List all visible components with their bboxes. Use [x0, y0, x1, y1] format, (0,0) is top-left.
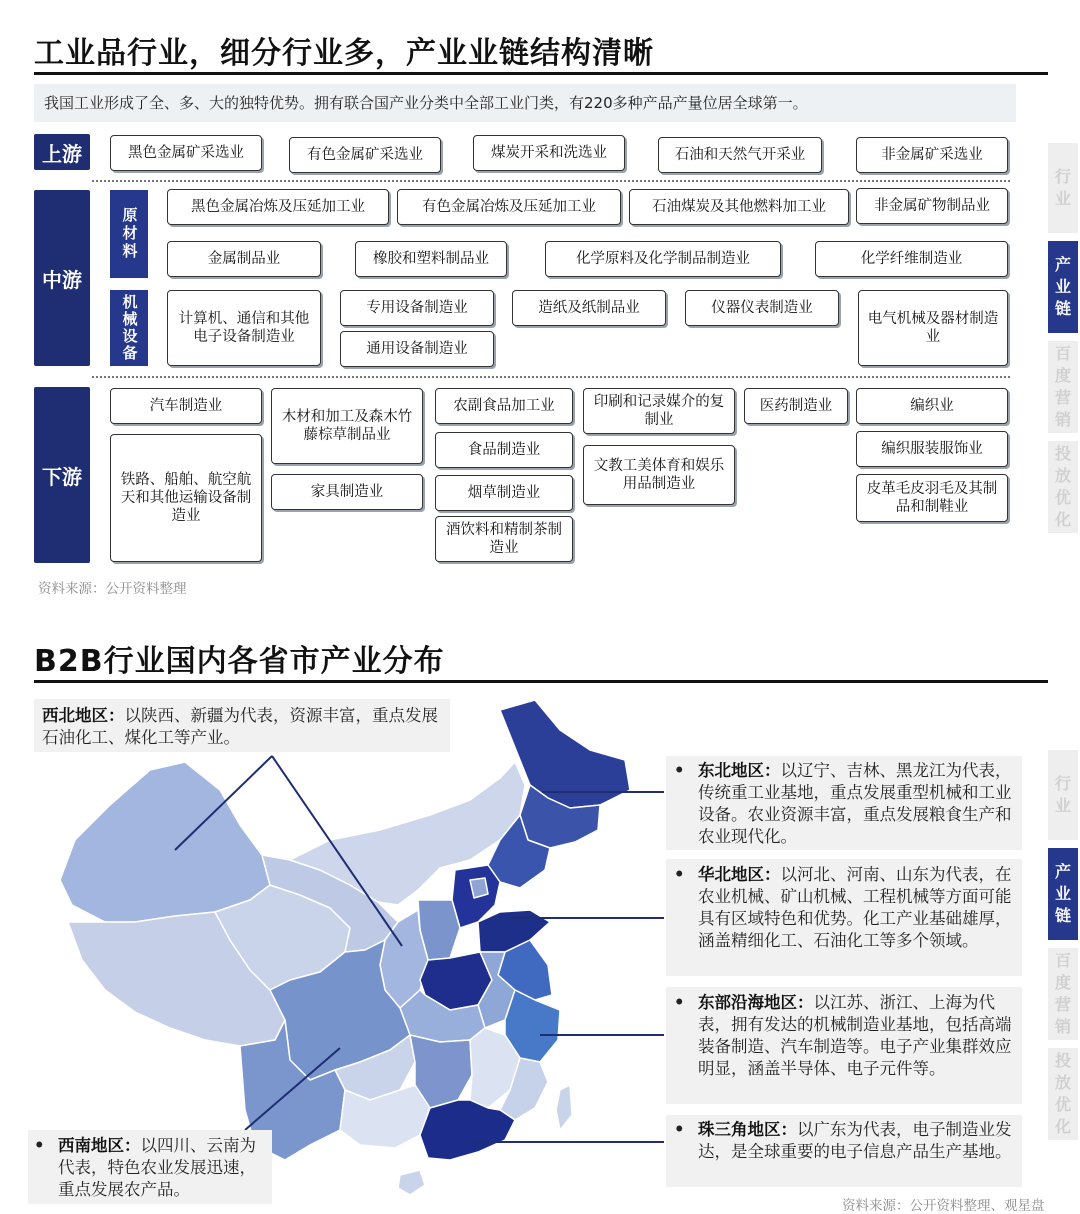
- industry-box: 医药制造业: [744, 388, 848, 424]
- bullet-icon: •: [34, 1136, 45, 1155]
- region-name: 西北地区：: [42, 706, 125, 725]
- region-name: 东部沿海地区：: [698, 993, 814, 1012]
- callout-north: [666, 859, 1022, 976]
- industry-box: 有色金属冶炼及压延加工业: [397, 189, 621, 225]
- map-region-beijing: [470, 878, 488, 898]
- region-text: 以陕西、新疆为代表，资源丰富，重点发展石油化工、煤化工等产业。: [42, 706, 438, 747]
- title-rule: [34, 680, 1048, 683]
- industry-box: 化学纤维制造业: [815, 241, 1008, 277]
- industry-box: 酒饮料和精制茶制造业: [435, 516, 573, 562]
- bullet-icon: •: [674, 993, 685, 1012]
- region-text: 以河北、河南、山东为代表，在农业机械、矿山机械、工程机械等方面可能具有区域特色和优势。化工产业基础雄厚，涵盖精细化工、石油化工等多个领域。: [698, 865, 1012, 950]
- divider: [92, 180, 1010, 182]
- industry-box: 木材和加工及森木竹藤棕草制品业: [271, 388, 423, 464]
- region-name: 东北地区：: [698, 761, 781, 780]
- region-text: 以辽宁、吉林、黑龙江为代表，传统重工业基地，重点发展重型机械和工业设备。农业资源丰富，重点发展粮食生产和农业现代化。: [698, 761, 1012, 846]
- industry-box: 有色金属矿采选业: [289, 137, 441, 173]
- map-region-hainan: [398, 1170, 425, 1195]
- industry-box: 仪器仪表制造业: [685, 290, 839, 326]
- industry-box: 专用设备制造业: [340, 290, 494, 326]
- industry-box: 黑色金属冶炼及压延加工业: [167, 189, 389, 225]
- industry-box: 汽车制造业: [110, 388, 262, 424]
- intro-text: 我国工业形成了全、多、大的独特优势。拥有联合国产业分类中全部工业门类，有220多种产品产量位居全球第一。: [34, 84, 1016, 122]
- industry-box: 食品制造业: [435, 432, 573, 468]
- region-name: 华北地区：: [698, 865, 781, 884]
- side-tab-baidu-marketing[interactable]: 百度营销: [1048, 341, 1078, 433]
- industry-box: 煤炭开采和洗选业: [473, 135, 625, 171]
- region-name: 珠三角地区：: [698, 1120, 797, 1139]
- industry-box: 橡胶和塑料制品业: [355, 241, 507, 277]
- region-text: 以四川、云南为代表，特色农业发展迅速，重点发展农产品。: [58, 1136, 256, 1199]
- industry-box: 黑色金属矿采选业: [110, 135, 262, 171]
- bullet-icon: •: [674, 865, 685, 884]
- stage-midstream: 中游: [34, 190, 90, 366]
- industry-box: 印刷和记录媒介的复制业: [583, 388, 735, 434]
- industry-box: 电气机械及器材制造业: [858, 290, 1008, 366]
- region-name: 西南地区：: [58, 1136, 141, 1155]
- stage-downstream: 下游: [34, 387, 90, 563]
- industry-box: 金属制品业: [167, 241, 321, 277]
- map-region-shandong: [478, 910, 550, 952]
- side-tab-industry[interactable]: 行业: [1048, 143, 1078, 233]
- industry-box: 通用设备制造业: [340, 331, 494, 367]
- callout-prd: [666, 1115, 1022, 1187]
- industry-box: 造纸及纸制品业: [512, 290, 666, 326]
- region-text: 以广东为代表，电子制造业发达，是全球重要的电子信息产品生产基地。: [698, 1120, 1012, 1161]
- section-title-industry: 工业品行业，细分行业多，产业业链结构清晰: [34, 36, 654, 71]
- map-region-xinjiang: [60, 762, 270, 922]
- map-region-guangxi: [340, 1085, 430, 1148]
- side-tab-placement[interactable]: 投放优化: [1048, 1048, 1078, 1140]
- bullet-icon: •: [674, 761, 685, 780]
- callout-northwest: [34, 699, 450, 752]
- industry-box: 农副食品加工业: [435, 388, 573, 424]
- section-title-distribution: B2B行业国内各省市产业分布: [34, 644, 445, 679]
- side-tab-chain[interactable]: 产业链: [1048, 848, 1078, 940]
- side-tab-chain[interactable]: 产业链: [1048, 241, 1078, 333]
- industry-box: 石油煤炭及其他燃料加工业: [629, 189, 849, 225]
- industry-box: 皮革毛皮羽毛及其制品和制鞋业: [856, 474, 1008, 522]
- side-tab-industry[interactable]: 行业: [1048, 750, 1078, 840]
- side-tab-baidu-marketing[interactable]: 百度营销: [1048, 948, 1078, 1040]
- side-tab-placement[interactable]: 投放优化: [1048, 441, 1078, 533]
- region-text: 以江苏、浙江、上海为代表，拥有发达的机械制造业基地，包括高端装备制造、汽车制造等。电子产业集群效应明显，涵盖半导体、电子元件等。: [698, 993, 1012, 1078]
- sub-label-raw-materials: 原材料: [110, 190, 148, 278]
- source-note: 资料来源：公开资料整理: [38, 581, 187, 597]
- industry-box: 铁路、船舶、航空航天和其他运输设备制造业: [110, 434, 262, 562]
- industry-box: 编织服装服饰业: [856, 431, 1008, 467]
- source-note: 资料来源：公开资料整理、观星盘: [842, 1198, 1045, 1214]
- industry-box: 家具制造业: [271, 474, 423, 510]
- industry-box: 烟草制造业: [435, 475, 573, 511]
- industry-box: 非金属矿物制品业: [856, 188, 1008, 224]
- stage-upstream: 上游: [34, 134, 90, 170]
- industry-box: 文教工美体育和娱乐用品制造业: [583, 445, 735, 505]
- callout-northeast: [666, 756, 1022, 850]
- callout-east: [666, 987, 1022, 1104]
- sub-label-machinery: 机械设备: [110, 290, 148, 366]
- callout-southwest: [28, 1130, 272, 1204]
- industry-box: 石油和天然气开采业: [658, 137, 822, 173]
- divider: [92, 376, 1010, 378]
- bullet-icon: •: [674, 1120, 685, 1139]
- industry-box: 计算机、通信和其他电子设备制造业: [167, 290, 321, 366]
- industry-box: 编织业: [856, 388, 1008, 424]
- title-rule: [34, 72, 1048, 75]
- map-region-taiwan: [556, 1085, 572, 1130]
- industry-box: 非金属矿采选业: [856, 137, 1008, 173]
- industry-box: 化学原料及化学制品制造业: [545, 241, 781, 277]
